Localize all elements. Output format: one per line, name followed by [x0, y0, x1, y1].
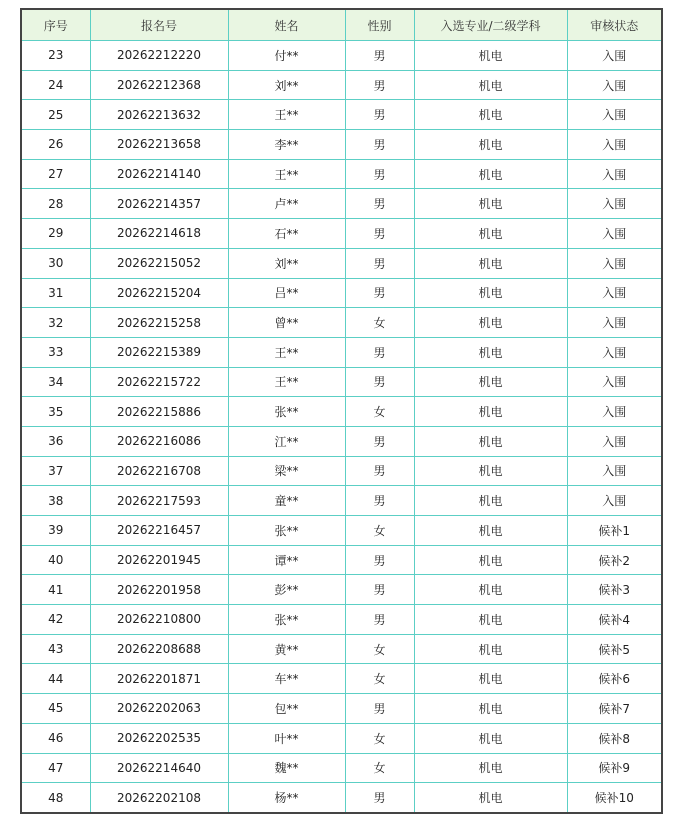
cell-index: 39 [21, 516, 90, 546]
cell-major: 机电 [414, 189, 567, 219]
cell-gender: 男 [345, 426, 414, 456]
header-major: 入选专业/二级学科 [414, 9, 567, 41]
cell-name: 谭** [228, 545, 345, 575]
table-row [21, 248, 662, 278]
cell-review-status: 入围 [567, 70, 662, 100]
cell-registration-number: 20262214140 [90, 159, 228, 189]
cell-registration-number: 20262217593 [90, 486, 228, 516]
table-row [21, 664, 662, 694]
header-review-status: 审核状态 [567, 9, 662, 41]
cell-gender: 男 [345, 605, 414, 635]
cell-name: 石** [228, 219, 345, 249]
cell-index: 27 [21, 159, 90, 189]
cell-name: 张** [228, 605, 345, 635]
cell-name: 王** [228, 337, 345, 367]
admission-table-container [20, 8, 661, 814]
cell-major: 机电 [414, 694, 567, 724]
cell-registration-number: 20262216708 [90, 456, 228, 486]
table-row [21, 783, 662, 813]
cell-review-status: 入围 [567, 219, 662, 249]
cell-review-status: 入围 [567, 426, 662, 456]
table-row [21, 219, 662, 249]
cell-gender: 男 [345, 783, 414, 813]
cell-gender: 男 [345, 486, 414, 516]
cell-gender: 男 [345, 130, 414, 160]
cell-major: 机电 [414, 159, 567, 189]
cell-registration-number: 20262213658 [90, 130, 228, 160]
cell-index: 45 [21, 694, 90, 724]
cell-gender: 男 [345, 456, 414, 486]
cell-gender: 男 [345, 70, 414, 100]
cell-gender: 男 [345, 367, 414, 397]
cell-major: 机电 [414, 248, 567, 278]
cell-review-status: 入围 [567, 337, 662, 367]
cell-major: 机电 [414, 545, 567, 575]
cell-review-status: 入围 [567, 100, 662, 130]
cell-review-status: 入围 [567, 456, 662, 486]
cell-name: 李** [228, 130, 345, 160]
cell-name: 吕** [228, 278, 345, 308]
cell-review-status: 候补5 [567, 634, 662, 664]
cell-major: 机电 [414, 100, 567, 130]
cell-gender: 男 [345, 575, 414, 605]
cell-index: 33 [21, 337, 90, 367]
cell-major: 机电 [414, 723, 567, 753]
cell-major: 机电 [414, 308, 567, 338]
cell-review-status: 候补10 [567, 783, 662, 813]
cell-index: 29 [21, 219, 90, 249]
cell-major: 机电 [414, 278, 567, 308]
cell-gender: 男 [345, 337, 414, 367]
header-row [21, 9, 662, 41]
cell-index: 24 [21, 70, 90, 100]
cell-gender: 男 [345, 189, 414, 219]
cell-major: 机电 [414, 575, 567, 605]
cell-major: 机电 [414, 219, 567, 249]
cell-registration-number: 20262214618 [90, 219, 228, 249]
cell-major: 机电 [414, 605, 567, 635]
cell-registration-number: 20262212368 [90, 70, 228, 100]
cell-registration-number: 20262215204 [90, 278, 228, 308]
table-row [21, 456, 662, 486]
cell-review-status: 入围 [567, 41, 662, 71]
cell-review-status: 候补4 [567, 605, 662, 635]
cell-major: 机电 [414, 664, 567, 694]
cell-gender: 男 [345, 545, 414, 575]
cell-review-status: 入围 [567, 367, 662, 397]
cell-registration-number: 20262215052 [90, 248, 228, 278]
cell-gender: 男 [345, 694, 414, 724]
table-row [21, 41, 662, 71]
cell-name: 卢** [228, 189, 345, 219]
table-row [21, 100, 662, 130]
cell-index: 35 [21, 397, 90, 427]
cell-registration-number: 20262202063 [90, 694, 228, 724]
table-row [21, 605, 662, 635]
cell-index: 48 [21, 783, 90, 813]
table-row [21, 308, 662, 338]
cell-major: 机电 [414, 367, 567, 397]
table-row [21, 130, 662, 160]
cell-review-status: 入围 [567, 130, 662, 160]
cell-index: 37 [21, 456, 90, 486]
cell-name: 付** [228, 41, 345, 71]
cell-major: 机电 [414, 634, 567, 664]
cell-registration-number: 20262216457 [90, 516, 228, 546]
table-row [21, 337, 662, 367]
cell-index: 38 [21, 486, 90, 516]
cell-registration-number: 20262216086 [90, 426, 228, 456]
cell-name: 黄** [228, 634, 345, 664]
cell-name: 彭** [228, 575, 345, 605]
cell-registration-number: 20262215258 [90, 308, 228, 338]
cell-registration-number: 20262202535 [90, 723, 228, 753]
cell-major: 机电 [414, 486, 567, 516]
cell-major: 机电 [414, 516, 567, 546]
cell-registration-number: 20262213632 [90, 100, 228, 130]
cell-name: 张** [228, 516, 345, 546]
cell-registration-number: 20262214357 [90, 189, 228, 219]
table-header [21, 9, 662, 41]
cell-registration-number: 20262208688 [90, 634, 228, 664]
cell-review-status: 入围 [567, 486, 662, 516]
cell-gender: 男 [345, 219, 414, 249]
cell-index: 47 [21, 753, 90, 783]
cell-major: 机电 [414, 783, 567, 813]
cell-gender: 男 [345, 41, 414, 71]
cell-index: 42 [21, 605, 90, 635]
cell-name: 江** [228, 426, 345, 456]
cell-name: 刘** [228, 70, 345, 100]
cell-index: 41 [21, 575, 90, 605]
cell-review-status: 入围 [567, 159, 662, 189]
cell-registration-number: 20262212220 [90, 41, 228, 71]
table-row [21, 367, 662, 397]
cell-index: 46 [21, 723, 90, 753]
table-row [21, 159, 662, 189]
cell-review-status: 候补9 [567, 753, 662, 783]
cell-review-status: 入围 [567, 397, 662, 427]
cell-gender: 男 [345, 100, 414, 130]
table-row [21, 486, 662, 516]
cell-gender: 女 [345, 397, 414, 427]
cell-review-status: 候补7 [567, 694, 662, 724]
cell-gender: 女 [345, 664, 414, 694]
cell-major: 机电 [414, 456, 567, 486]
cell-major: 机电 [414, 70, 567, 100]
cell-registration-number: 20262215722 [90, 367, 228, 397]
cell-gender: 女 [345, 634, 414, 664]
cell-registration-number: 20262214640 [90, 753, 228, 783]
cell-registration-number: 20262210800 [90, 605, 228, 635]
cell-index: 23 [21, 41, 90, 71]
table-row [21, 278, 662, 308]
cell-name: 张** [228, 397, 345, 427]
cell-index: 31 [21, 278, 90, 308]
cell-major: 机电 [414, 41, 567, 71]
cell-name: 刘** [228, 248, 345, 278]
table-row [21, 70, 662, 100]
cell-registration-number: 20262201958 [90, 575, 228, 605]
cell-major: 机电 [414, 397, 567, 427]
cell-index: 36 [21, 426, 90, 456]
cell-review-status: 入围 [567, 189, 662, 219]
cell-name: 王** [228, 100, 345, 130]
table-row [21, 723, 662, 753]
table-row [21, 397, 662, 427]
table-row [21, 694, 662, 724]
cell-gender: 女 [345, 753, 414, 783]
cell-name: 曾** [228, 308, 345, 338]
cell-review-status: 候补8 [567, 723, 662, 753]
table-row [21, 426, 662, 456]
cell-major: 机电 [414, 753, 567, 783]
cell-index: 43 [21, 634, 90, 664]
cell-review-status: 入围 [567, 308, 662, 338]
cell-index: 26 [21, 130, 90, 160]
table-row [21, 753, 662, 783]
cell-major: 机电 [414, 130, 567, 160]
header-gender: 性别 [345, 9, 414, 41]
cell-name: 车** [228, 664, 345, 694]
cell-major: 机电 [414, 337, 567, 367]
cell-name: 王** [228, 159, 345, 189]
cell-gender: 男 [345, 248, 414, 278]
cell-name: 王** [228, 367, 345, 397]
table-row [21, 516, 662, 546]
cell-review-status: 候补3 [567, 575, 662, 605]
cell-index: 40 [21, 545, 90, 575]
table-row [21, 634, 662, 664]
cell-index: 32 [21, 308, 90, 338]
cell-registration-number: 20262202108 [90, 783, 228, 813]
cell-registration-number: 20262201945 [90, 545, 228, 575]
cell-index: 44 [21, 664, 90, 694]
cell-index: 34 [21, 367, 90, 397]
cell-name: 童** [228, 486, 345, 516]
table-row [21, 575, 662, 605]
cell-index: 28 [21, 189, 90, 219]
cell-review-status: 候补1 [567, 516, 662, 546]
cell-gender: 女 [345, 723, 414, 753]
header-index: 序号 [21, 9, 90, 41]
cell-gender: 男 [345, 159, 414, 189]
cell-gender: 女 [345, 308, 414, 338]
table-row [21, 189, 662, 219]
cell-name: 包** [228, 694, 345, 724]
cell-review-status: 入围 [567, 278, 662, 308]
cell-gender: 男 [345, 278, 414, 308]
header-registration-number: 报名号 [90, 9, 228, 41]
cell-name: 叶** [228, 723, 345, 753]
header-name: 姓名 [228, 9, 345, 41]
cell-name: 杨** [228, 783, 345, 813]
cell-registration-number: 20262215389 [90, 337, 228, 367]
cell-name: 魏** [228, 753, 345, 783]
table-body [21, 41, 662, 813]
cell-major: 机电 [414, 426, 567, 456]
cell-index: 30 [21, 248, 90, 278]
cell-review-status: 入围 [567, 248, 662, 278]
cell-gender: 女 [345, 516, 414, 546]
cell-registration-number: 20262201871 [90, 664, 228, 694]
cell-review-status: 候补6 [567, 664, 662, 694]
table-row [21, 545, 662, 575]
admission-list-table [20, 8, 663, 814]
cell-name: 梁** [228, 456, 345, 486]
cell-review-status: 候补2 [567, 545, 662, 575]
cell-index: 25 [21, 100, 90, 130]
cell-registration-number: 20262215886 [90, 397, 228, 427]
